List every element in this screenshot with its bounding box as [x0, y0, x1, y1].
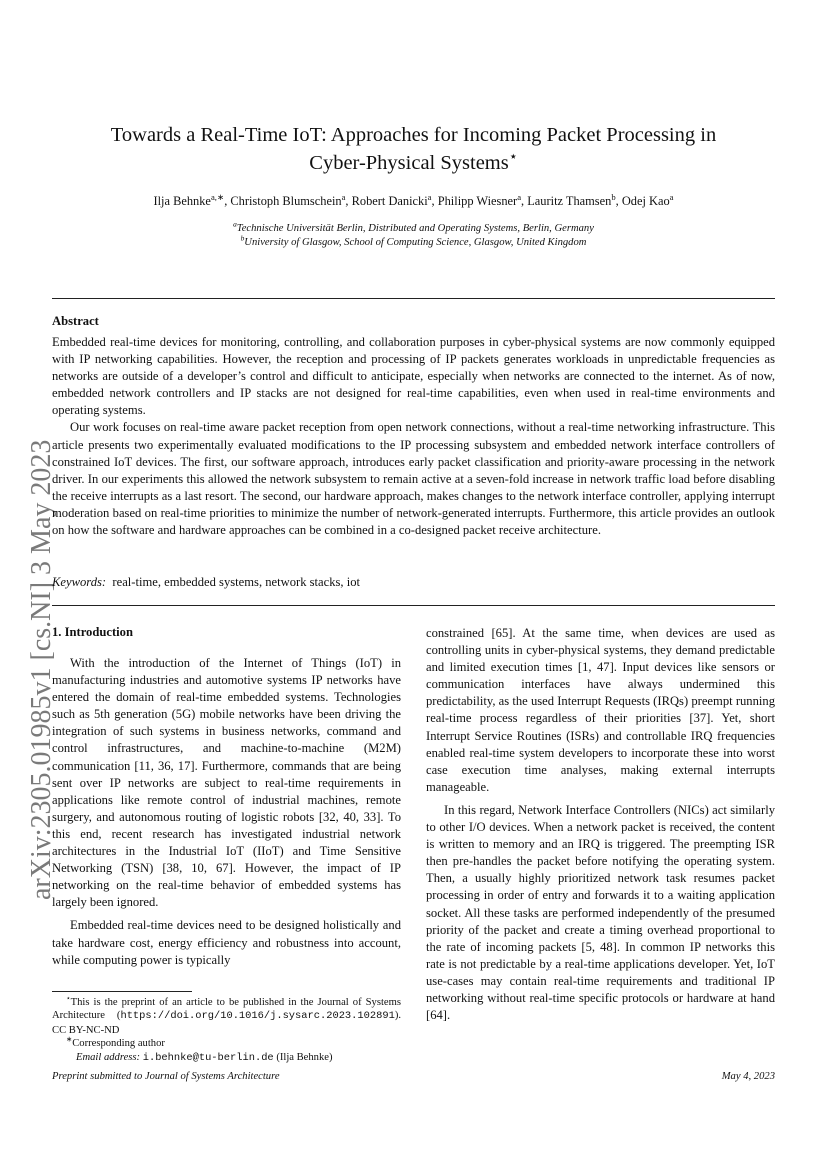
section-heading-introduction: 1. Introduction [52, 625, 133, 639]
author-list [70, 191, 757, 209]
author: Ilja Behnke$^{a,∗}$, [153, 191, 231, 208]
author: Lauritz Thamsen$^b$, [527, 191, 622, 208]
author: Robert Danicki$^a$, [351, 191, 438, 208]
abstract-divider [52, 605, 775, 606]
abstract-body [52, 334, 775, 539]
footer-date: May 4, 2023 [721, 1071, 775, 1082]
doi-link[interactable]: https://doi.org/10.1016/j.sysarc.2023.102891 [120, 1010, 395, 1023]
abstract-paragraph-2: Our work focuses on real-time aware packet reception from open network connections, without a real-time networking infrastructure. This article presents two experimentally evaluated modifications to the IP processing subsystem and embedded network interface controllers of constrained IoT devices. The first, our software approach, introduces early packet classification and priority-aware processing in the network driver. In our experiments this allowed the network subsystem to remain active at a seven-fold increase in network traffic load before disabling the receive interrupts as a last resort. The second, our hardware approach, makes changes to the network interface controller, applying interrupt moderation based on real-time priorities to minimize the number of network-generated interrupts. Furthermore, this article provides an outlook on how the software and hardware approaches can be combined in a co-designed packet receive architecture. [52, 420, 775, 538]
abstract-paragraph-1: Embedded real-time devices for monitoring, controlling, and collaboration purposes in cyber-physical systems are now commonly equipped with IP networking capabilities. However, the reception and processing of IP packets generates workloads in unpredictable frequencies as networks are outside of a developer’s control and difficult to anticipate, especially when networks are connected to the internet. As of now, embedded network controllers and IP stacks are not designed for real-time capabilities, even when used in real-time environments and operating systems. [52, 335, 775, 418]
footnotes [52, 993, 401, 1065]
keywords-list: real-time, embedded systems, network stacks, iot [112, 575, 361, 589]
intro-paragraph-3: constrained [65]. At the same time, when devices are used as controlling units in cyber-physical systems, they demand predictable and limited execution times [1, 47]. Input devices like sensors or communication interfaces have always undermined this predictability, as the used Interrupt Requests (IRQs) preempt running real-time process regardless of their priorities [37]. Yet, short Interrupt Service Routines (ISRs) and controllable IRQ frequencies enabled real-time system developers to incorporate these into worst case execution time analyses, making external interrupts manageable. [426, 626, 775, 794]
footnote-corresponding: ∗Corresponding author [66, 1034, 165, 1050]
author: Christoph Blumschein$^a$, [230, 191, 352, 208]
footer-preprint-note: Preprint submitted to Journal of Systems Architecture [52, 1071, 280, 1082]
affiliation-a: $^a$Technische Universität Berlin, Distributed and Operating Systems, Berlin, Germany [233, 219, 594, 234]
right-column [426, 625, 775, 1024]
keywords-label: Keywords: [52, 575, 107, 589]
author: Odej Kao$^a$ [621, 191, 674, 208]
affiliation-b: $^b$University of Glasgow, School of Computing Science, Glasgow, United Kingdom [240, 233, 587, 248]
paper-title [90, 121, 737, 177]
intro-paragraph-4: In this regard, Network Interface Controllers (NICs) act similarly to other I/O devices. When a network packet is received, the content is written to memory and an IRQ is triggered. The preempting ISR then pre-handles the packet before notifying the operating system. Then, a usually highly prioritized network task resumes packet processing in order of entry and forwards it to a waiting application socket. All these tasks are performed independently of the presumed priority of the packet and create a timing overhead proportional to the rate of incoming packets [5, 48]. In common IP networks this rate is not predictable by a real-time applications developer. Yet, IoT use-cases may contain real-time requirements and traditional IP networking without real-time specific protocols or hardware at hand [64]. [426, 802, 775, 1023]
arxiv-identifier-text: arXiv:2305.01985v1 [cs.NI] 3 May 2023 [26, 439, 57, 900]
intro-paragraph-2: Embedded real-time devices need to be designed holistically and take hardware cost, energy efficiency and robustness into account, while computing power is typically [52, 918, 401, 967]
footnote-divider [52, 991, 192, 992]
title-line-2: Cyber-Physical Systems [309, 152, 509, 174]
footnote-email: Email address: i.behnke@tu-berlin.de (Ilja Behnke) [76, 1051, 333, 1064]
title-footnote-mark: ⋆ [508, 149, 518, 166]
abstract-heading: Abstract [52, 314, 99, 328]
author: Philipp Wiesner$^a$, [437, 191, 528, 208]
footnote-preprint: ⋆This is the preprint of an article to be published in the Journal of Systems Architecture (https://doi.org/10.1016/j.sysarc.2023.102891). CC BY-NC-ND [52, 993, 401, 1036]
left-column [52, 655, 401, 969]
intro-paragraph-1: With the introduction of the Internet of Things (IoT) in manufacturing industries and automotive systems IP networks have entered the domain of real-time embedded systems. Technologies such as 5th generation (5G) mobile networks have been driving the integration of such systems in business networks, command and control infrastructures, and machine-to-machine (M2M) communication [11, 36, 17]. Furthermore, commands that are being sent over IP networks are subject to real-time requirements in applications like remote control of industrial machines, remote surgery, and autonomous routing of logistic robots [32, 40, 33]. To this end, recent research has investigated industrial network architectures in the Industrial IoT (IIoT) and Time Sensitive Networking (TSN) [38, 10, 67]. However, the impact of IP networking on the real-time behavior of embedded systems has largely been ignored. [52, 656, 401, 910]
email-link[interactable]: i.behnke@tu-berlin.de [142, 1051, 274, 1064]
top-divider [52, 298, 775, 299]
keywords-line [52, 575, 360, 590]
title-line-1: Towards a Real-Time IoT: Approaches for Incoming Packet Processing in [110, 124, 717, 146]
